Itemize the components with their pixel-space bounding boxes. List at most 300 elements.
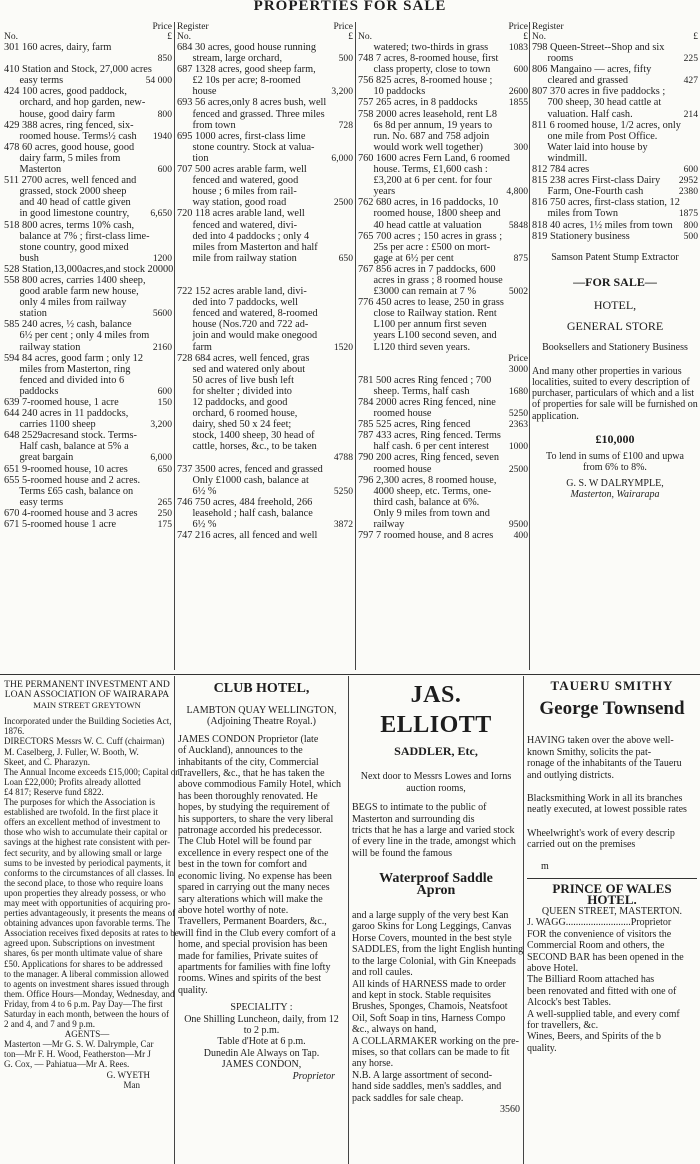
listing-price bbox=[152, 64, 172, 75]
listing-price: 2380 bbox=[678, 186, 698, 198]
listing-text: only 4 miles from railway bbox=[4, 297, 127, 309]
section-divider bbox=[0, 674, 700, 675]
text-line: Saturday in each month, between the hours of bbox=[4, 1009, 169, 1019]
listing-line bbox=[358, 42, 528, 53]
listing-line bbox=[358, 220, 528, 231]
listing-text: Farm, One-Fourth cash bbox=[532, 186, 644, 198]
listing-text: 798 Queen-Street--Shop and six bbox=[532, 42, 665, 53]
listing-price bbox=[319, 186, 353, 197]
listing-lines bbox=[177, 42, 353, 541]
listing-price bbox=[319, 319, 353, 330]
listing-price: 400 bbox=[513, 530, 528, 542]
listing-price bbox=[138, 86, 172, 97]
listing-text: gage at 6½ per cent bbox=[358, 252, 454, 264]
for-sale-heading: —FOR SALE— bbox=[573, 274, 657, 289]
listing-line bbox=[4, 330, 172, 341]
text-line: pack saddles for sale cheap. bbox=[352, 1092, 464, 1104]
listing-line bbox=[177, 64, 353, 75]
header-pound: £ bbox=[693, 32, 698, 42]
text-line: savings at the highest rate consistent with per- bbox=[4, 837, 171, 848]
listing-line bbox=[358, 86, 528, 97]
listing-price bbox=[664, 131, 698, 142]
text-line: to the manager. A liberal commission allowed bbox=[4, 968, 169, 979]
listing-price bbox=[665, 86, 698, 97]
header-register: Register bbox=[532, 22, 564, 32]
listing-price bbox=[498, 53, 528, 64]
stump-extractor-notice: Samson Patent Stump Extractor bbox=[551, 251, 679, 263]
text-line: above Hotel. bbox=[527, 962, 579, 974]
listing-line bbox=[4, 231, 172, 242]
text-line: Wheelwright's work of every descrip bbox=[527, 827, 675, 839]
listing-price bbox=[496, 264, 528, 275]
listing-price: 265 bbox=[157, 496, 172, 508]
speciality-list bbox=[178, 1014, 345, 1060]
text-line: will be found the famous bbox=[352, 847, 452, 859]
listing-text: stream, large orchard, bbox=[177, 53, 283, 65]
listing-line bbox=[358, 264, 528, 275]
listing-price: 5848 bbox=[508, 219, 528, 231]
listing-price bbox=[140, 475, 172, 486]
listing-line bbox=[358, 441, 528, 452]
listing-price bbox=[138, 186, 172, 197]
header-price: Price bbox=[152, 22, 172, 32]
listing-price bbox=[494, 242, 528, 253]
listing-line bbox=[358, 486, 528, 497]
listing-text: class property, close to town bbox=[358, 64, 491, 76]
listing-price bbox=[138, 153, 172, 164]
listing-line bbox=[358, 164, 528, 175]
listing-text: 10 paddocks bbox=[358, 86, 426, 98]
listing-price bbox=[510, 153, 528, 164]
ad-body-2 bbox=[527, 793, 697, 816]
listing-price bbox=[319, 220, 353, 231]
listing-line bbox=[4, 519, 172, 530]
listing-price bbox=[319, 142, 353, 153]
listing-text: 700 sheep, 30 head cattle at bbox=[532, 97, 662, 109]
text-line: Masterton —Mr G. S. W. Dalrymple, Car bbox=[4, 1039, 154, 1050]
listing-price bbox=[138, 319, 172, 330]
column-divider bbox=[355, 22, 356, 670]
listing-text: 687 1328 acres, good sheep farm, bbox=[177, 64, 316, 76]
listing-text: roomed house bbox=[358, 463, 432, 475]
text-line: auction rooms, bbox=[406, 782, 466, 794]
text-line: of every line in the trade, amongst which bbox=[352, 836, 516, 848]
listing-line bbox=[4, 120, 172, 131]
listing-text: 40 head cattle at valuation bbox=[358, 219, 482, 231]
ad-body-2 bbox=[352, 910, 524, 1104]
listing-line bbox=[358, 408, 528, 419]
listing-text: £2 10s per acre; 8-roomed bbox=[177, 75, 301, 87]
text-line: quality. bbox=[527, 1042, 557, 1054]
listing-text: 760 1600 acres Fern Land, 6 roomed bbox=[358, 152, 510, 164]
listing-text: 747 216 acres, all fenced and well bbox=[177, 530, 318, 542]
ad-address: MAIN STREET GREYTOWN bbox=[33, 700, 141, 711]
text-line: from 6% to 8%. bbox=[583, 462, 647, 474]
text-line: made for families, Private suites of bbox=[178, 950, 318, 962]
listing-text: 737 3500 acres, fenced and grassed bbox=[177, 463, 323, 475]
listing-price bbox=[326, 97, 353, 108]
listing-text: 695 1000 acres, first-class lime bbox=[177, 130, 306, 142]
listing-price bbox=[319, 242, 353, 253]
listing-text: £3000 can remain at 7 % bbox=[358, 286, 477, 298]
listing-line bbox=[358, 464, 528, 475]
listing-text: £3,200 at 6 per cent. for four bbox=[358, 175, 492, 187]
ad-title: JAS. ELLIOTT bbox=[380, 682, 492, 738]
listing-price: 5002 bbox=[508, 286, 528, 298]
listing-line bbox=[358, 386, 528, 397]
listing-line bbox=[4, 42, 172, 53]
listing-text: 594 84 acres, good farm ; only 12 bbox=[4, 352, 143, 364]
text-line: to the large Colonial, with Gin Kneepads bbox=[352, 955, 516, 967]
text-line: will find in the Club every comfort of a bbox=[178, 927, 336, 939]
listing-price: 4,800 bbox=[506, 186, 528, 198]
text-line: above hotel worthy of note. bbox=[178, 904, 289, 916]
ad-intro bbox=[352, 771, 520, 794]
listing-price bbox=[138, 120, 172, 131]
listing-price bbox=[497, 109, 528, 120]
listing-price: 1875 bbox=[678, 208, 698, 220]
listing-line bbox=[4, 342, 172, 353]
listing-line bbox=[177, 131, 353, 142]
listing-price bbox=[503, 275, 528, 286]
text-line: BEGS to intimate to the public of bbox=[352, 802, 487, 814]
text-line: £50. Applications for shares to be addressed bbox=[4, 958, 163, 969]
listing-line bbox=[358, 120, 528, 131]
listing-text: house (Nos.720 and 722 ad- bbox=[177, 319, 309, 331]
text-line: One Shilling Luncheon, daily, from 12 bbox=[184, 1013, 339, 1025]
listing-line bbox=[358, 175, 528, 186]
column-header bbox=[532, 22, 698, 42]
listing-text: tion bbox=[177, 152, 209, 164]
listing-line bbox=[358, 419, 528, 430]
text-line: hand side saddles, men's saddles, and bbox=[352, 1081, 502, 1093]
listing-price: 600 bbox=[157, 164, 172, 176]
ad-place: LAMBTON QUAY WELLINGTON, bbox=[186, 705, 337, 716]
listing-text: 639 7-roomed house, 1 acre bbox=[4, 397, 119, 408]
text-line: shares, 6s per month ultimate value of share bbox=[4, 948, 163, 959]
listing-line bbox=[358, 297, 528, 308]
listing-line bbox=[177, 264, 353, 275]
listing-price bbox=[319, 75, 353, 86]
listing-line bbox=[177, 253, 353, 264]
listing-text bbox=[177, 275, 319, 286]
listing-text: third cash, balance at 6%. bbox=[358, 496, 480, 508]
listing-text: 6s 8d per annum, 19 years to bbox=[358, 119, 493, 131]
listing-price: 800 bbox=[683, 219, 698, 231]
listing-line bbox=[532, 131, 698, 142]
listing-line bbox=[177, 464, 353, 475]
listing-text: would work well together) bbox=[358, 141, 483, 153]
text-line: offers an excellent method of investment to bbox=[4, 817, 161, 828]
text-line: inhabitants of the city, Commercial bbox=[178, 756, 319, 768]
listing-price: 427 bbox=[683, 75, 698, 87]
listing-line bbox=[4, 109, 172, 120]
listing-text: valuation. Half cash. bbox=[532, 108, 633, 120]
header-no: No. bbox=[358, 32, 372, 42]
text-line: To lend in sums of £100 and upwa bbox=[546, 451, 684, 463]
booksellers-line: Booksellers and Stationery Business bbox=[542, 342, 688, 354]
listing-price bbox=[494, 497, 528, 508]
listing-price: 728 bbox=[338, 119, 353, 131]
listing-text: 693 56 acres,only 8 acres bush, well bbox=[177, 97, 327, 109]
text-line: JAMES CONDON Proprietor (late bbox=[178, 733, 319, 745]
listing-price bbox=[497, 330, 528, 341]
listing-line bbox=[358, 208, 528, 219]
listing-text: for shelter ; divided into bbox=[177, 385, 292, 397]
listing-text: 558 800 acres, carries 1400 sheep, bbox=[4, 274, 146, 286]
hotel-title: PRINCE OF WALES bbox=[552, 881, 672, 897]
listing-price: 1680 bbox=[508, 385, 528, 397]
club-hotel-ad bbox=[178, 680, 345, 1082]
listing-line bbox=[4, 142, 172, 153]
listing-price: 4788 bbox=[333, 452, 353, 464]
listing-price: 2500 bbox=[508, 463, 528, 475]
listing-line bbox=[532, 97, 698, 108]
listing-price bbox=[319, 441, 353, 452]
text-line: application. bbox=[532, 410, 579, 422]
column-header bbox=[177, 22, 353, 42]
ad-title: LOAN ASSOCIATION OF WAIRARAPA bbox=[4, 689, 170, 701]
listing-line bbox=[532, 164, 698, 175]
listing-price: 2500 bbox=[333, 197, 353, 209]
listing-text: Masterton bbox=[4, 164, 62, 176]
listing-line bbox=[4, 153, 172, 164]
listing-price: 5250 bbox=[333, 485, 353, 497]
listing-price bbox=[494, 508, 528, 519]
listing-price bbox=[494, 486, 528, 497]
smithy-and-hotel-ad bbox=[527, 680, 697, 1054]
listing-line bbox=[4, 319, 172, 330]
hotel-body bbox=[527, 929, 697, 1054]
listing-line bbox=[358, 375, 528, 386]
listing-line bbox=[177, 242, 353, 253]
listing-price: 9500 bbox=[508, 519, 528, 531]
listing-text: Only £1000 cash, balance at bbox=[177, 474, 309, 486]
listing-line bbox=[358, 342, 528, 353]
listing-line bbox=[177, 97, 353, 108]
listing-price bbox=[319, 475, 353, 486]
listing-text: years L100 second seven, and bbox=[358, 330, 497, 342]
listing-line bbox=[4, 131, 172, 142]
listing-price bbox=[664, 42, 698, 53]
listing-line bbox=[358, 253, 528, 264]
text-line: Blacksmithing Work in all its branches bbox=[527, 793, 683, 805]
listing-line bbox=[358, 242, 528, 253]
listing-price: 600 bbox=[513, 64, 528, 76]
listing-line bbox=[4, 308, 172, 319]
listing-text: close to Railway station. Rent bbox=[358, 308, 497, 320]
listing-price bbox=[319, 353, 353, 364]
listing-text: roomed house bbox=[358, 408, 432, 420]
listing-text: 410 Station and Stock, 27,000 acres bbox=[4, 64, 152, 76]
listing-line bbox=[358, 275, 528, 286]
listing-line bbox=[177, 231, 353, 242]
text-line: All kinds of HARNESS made to order bbox=[352, 978, 506, 990]
listing-text: years bbox=[358, 186, 396, 198]
listing-line bbox=[532, 175, 698, 186]
ad-title: THE PERMANENT INVESTMENT AND bbox=[4, 679, 170, 690]
listing-text: 478 60 acres, good house, good bbox=[4, 141, 135, 153]
ad-body-3 bbox=[527, 828, 697, 851]
listing-text: Water laid into house by bbox=[532, 141, 648, 153]
listing-line bbox=[358, 131, 528, 142]
text-line: them. Office Hours—Monday, Wednesday, and bbox=[4, 988, 175, 999]
text-line: Brushes, Sponges, Chamois, Neatsfoot bbox=[352, 1001, 508, 1013]
listing-text: 424 100 acres, good paddock, bbox=[4, 86, 127, 98]
page-title: PROPERTIES FOR SALE bbox=[253, 0, 447, 14]
listing-line bbox=[177, 308, 353, 319]
listing-price bbox=[319, 131, 353, 142]
listing-price bbox=[494, 131, 528, 142]
listing-text: dairy, shed 50 x 24 feet; bbox=[177, 419, 292, 431]
listing-text: 811 6 roomed house, 1/2 acres, only bbox=[532, 119, 681, 131]
listing-text bbox=[4, 53, 138, 64]
listing-line bbox=[358, 231, 528, 242]
listing-text: 50 acres of live bush left bbox=[177, 374, 294, 386]
header-register: Register bbox=[177, 22, 209, 32]
listing-line bbox=[358, 97, 528, 108]
agents-list bbox=[4, 1039, 170, 1069]
listing-line bbox=[177, 42, 353, 53]
listing-price: 3,200 bbox=[331, 86, 353, 98]
hotel-address: QUEEN STREET, MASTERTON. bbox=[541, 905, 683, 917]
ad-subtitle: (Adjoining Theatre Royal.) bbox=[207, 716, 316, 728]
text-line: mises, so that collars can be made to fit bbox=[352, 1046, 510, 1058]
text-line: garoo Skins for Long Leggings, Canvas bbox=[352, 921, 512, 933]
listing-line bbox=[177, 208, 353, 219]
listing-line bbox=[358, 109, 528, 120]
text-line: has been thoroughly renovated. He bbox=[178, 790, 318, 802]
listing-line bbox=[358, 153, 528, 164]
text-line: And many other properties in various bbox=[532, 365, 682, 377]
text-line: of Auckland), announces to the bbox=[178, 745, 303, 757]
listing-line bbox=[4, 264, 172, 275]
listing-price: 300 bbox=[513, 141, 528, 153]
listing-line bbox=[358, 75, 528, 86]
listing-price: 6,000 bbox=[150, 452, 172, 464]
listing-price bbox=[498, 197, 528, 208]
manager-signature: G. WYETH bbox=[106, 1069, 150, 1080]
listing-text: run. No. 687 and 758 adjoin bbox=[358, 130, 490, 142]
listing-price bbox=[138, 197, 172, 208]
listing-price: 650 bbox=[338, 252, 353, 264]
listing-line bbox=[177, 386, 353, 397]
listing-line bbox=[358, 330, 528, 341]
listing-text: good arable farm new house, bbox=[4, 286, 139, 298]
listing-line bbox=[532, 197, 698, 208]
listing-text: station bbox=[4, 308, 47, 320]
listing-text: miles from Masterton and half bbox=[177, 241, 318, 253]
listing-text: 651 9-roomed house, 10 acres bbox=[4, 463, 128, 475]
text-line: &c., always on hand, bbox=[352, 1024, 437, 1036]
listing-line bbox=[358, 497, 528, 508]
listing-price bbox=[664, 64, 698, 75]
listing-text: mile from railway station bbox=[177, 252, 297, 264]
text-line: patronage accorded his predecessor. bbox=[178, 825, 322, 837]
listing-text: sed and watered only about bbox=[177, 363, 306, 375]
listing-text: 671 5-roomed house 1 acre bbox=[4, 519, 117, 531]
listing-text: 429 388 acres, ring fenced, six- bbox=[4, 119, 134, 131]
listing-price bbox=[319, 297, 353, 308]
listing-price bbox=[319, 397, 353, 408]
listing-price bbox=[145, 97, 172, 108]
text-line: M. Caselberg, J. Fuller, W. Booth, W. bbox=[4, 746, 139, 757]
listing-text: stock, 1400 sheep, 30 head of bbox=[177, 430, 315, 442]
listing-price bbox=[138, 297, 172, 308]
listing-price: 2600 bbox=[508, 86, 528, 98]
listing-text: house ; 6 miles from rail- bbox=[177, 186, 297, 198]
listing-text: 758 2000 acres leasehold, rent L8 bbox=[358, 108, 497, 120]
listing-text: 818 40 acres, 1½ miles from town bbox=[532, 219, 673, 231]
text-line: known Smithy, solicits the pat- bbox=[527, 746, 652, 758]
listing-price bbox=[319, 64, 353, 75]
listing-text: balance at 7% ; first-class lime- bbox=[4, 230, 150, 242]
listing-price bbox=[138, 408, 172, 419]
text-line: established are twofold. In the first place it bbox=[4, 807, 158, 818]
investment-association-ad bbox=[4, 679, 180, 1090]
listing-price: 600 bbox=[157, 385, 172, 397]
listing-line bbox=[532, 109, 698, 120]
listing-line bbox=[177, 164, 353, 175]
text-line: to 2 p.m. bbox=[243, 1024, 280, 1036]
listing-text bbox=[358, 353, 494, 375]
text-line: Association receives fixed deposits at rates to be bbox=[4, 928, 179, 939]
listing-line bbox=[358, 430, 528, 441]
listing-price: 600 bbox=[683, 164, 698, 176]
listing-line bbox=[177, 120, 353, 131]
listing-line bbox=[4, 197, 172, 208]
listing-price bbox=[664, 142, 698, 153]
listing-price bbox=[319, 164, 353, 175]
listing-price bbox=[149, 330, 172, 341]
listing-text: dairy farm, 5 miles from bbox=[4, 152, 121, 164]
listing-price bbox=[138, 441, 172, 452]
listing-line bbox=[177, 375, 353, 386]
listing-text: cattle, horses, &c., to be taken bbox=[177, 441, 317, 453]
listing-line bbox=[177, 441, 353, 452]
listing-line bbox=[177, 486, 353, 497]
listing-price bbox=[494, 375, 528, 386]
listing-text: 790 200 acres, Ring fenced, seven bbox=[358, 452, 499, 464]
listing-line bbox=[177, 275, 353, 286]
listing-text: sheep. Terms, half cash bbox=[358, 385, 470, 397]
listing-line bbox=[532, 220, 698, 231]
listing-line bbox=[177, 497, 353, 508]
listing-line bbox=[532, 75, 698, 86]
listing-price bbox=[319, 375, 353, 386]
listing-price: 2160 bbox=[152, 341, 172, 353]
listing-text: house, good dairy farm bbox=[4, 108, 115, 120]
listing-price bbox=[319, 286, 353, 297]
listing-line bbox=[4, 497, 172, 508]
listing-text: 720 118 acres arable land, well bbox=[177, 208, 305, 220]
listing-text: 776 450 acres to lease, 250 in grass bbox=[358, 297, 504, 309]
listing-line bbox=[358, 508, 528, 519]
ad-number: 3560 bbox=[500, 1103, 520, 1115]
listing-price: 3,200 bbox=[150, 419, 172, 431]
listing-price: 214 bbox=[683, 108, 698, 120]
ad-body bbox=[527, 735, 697, 781]
text-line: and outlying districts. bbox=[527, 769, 614, 781]
listing-text: 767 856 acres in 7 paddocks, 600 bbox=[358, 263, 496, 275]
listing-text: 787 433 acres, Ring fenced. Terms bbox=[358, 430, 501, 442]
text-line: G. Cox, — Pahiatua—Mr A. Rees. bbox=[4, 1059, 130, 1070]
listing-price bbox=[504, 297, 528, 308]
listing-line bbox=[177, 452, 353, 463]
proprietor-name: JAMES CONDON, bbox=[221, 1059, 302, 1071]
listing-line bbox=[532, 64, 698, 75]
listing-price: 6,650 bbox=[150, 208, 172, 220]
